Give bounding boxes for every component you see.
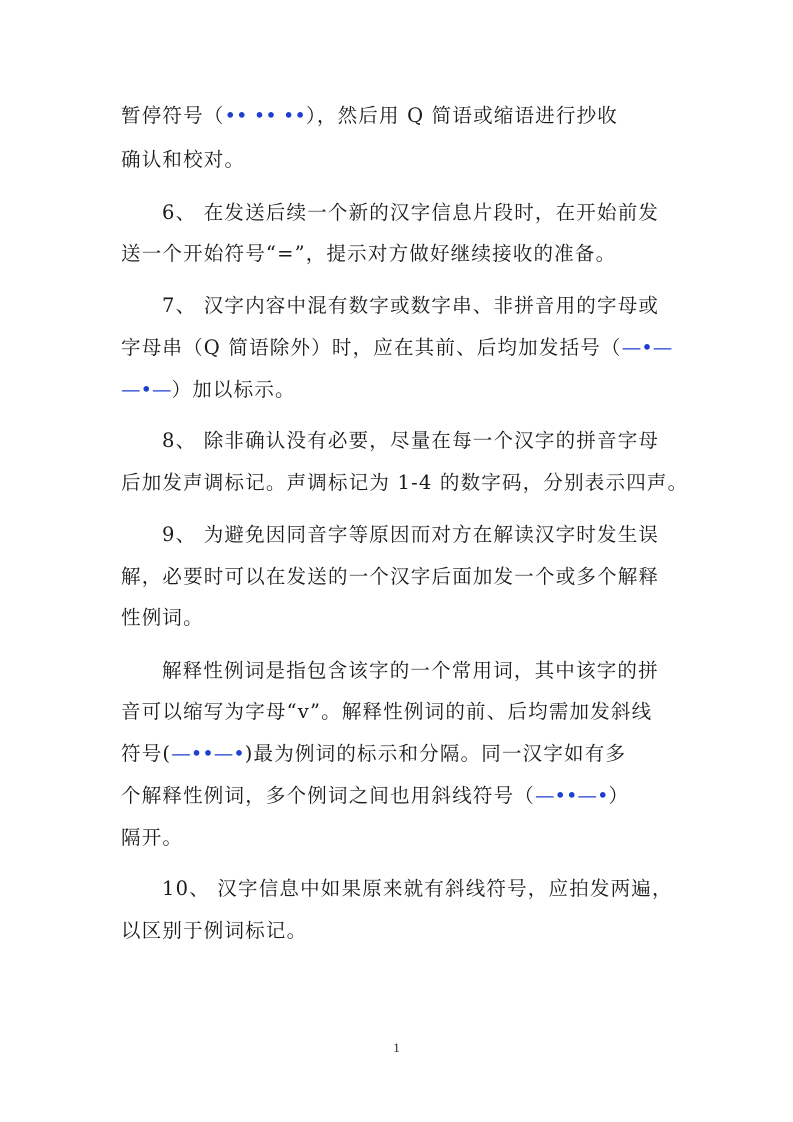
text-line: 10、 汉字信息中如果原来就有斜线符号，应拍发两遍， bbox=[162, 877, 673, 900]
text-line: 6、 在发送后续一个新的汉字信息片段时，在开始前发 bbox=[162, 201, 660, 224]
text-line: 确认和校对。 bbox=[121, 148, 246, 171]
text-line: 以区别于例词标记。 bbox=[121, 919, 308, 942]
text-line: 字母串（Q 简语除外）时，应在其前、后均加发括号（—•— bbox=[121, 336, 673, 359]
text-line: 个解释性例词，多个例词之间也用斜线符号（—••—•） bbox=[121, 784, 630, 807]
text-line: 音可以缩写为字母“v”。解释性例词的前、后均需加发斜线 bbox=[121, 700, 653, 723]
text-line: 性例词。 bbox=[121, 606, 204, 629]
text-line: 解释性例词是指包含该字的一个常用词，其中该字的拼 bbox=[162, 659, 659, 682]
text-line: 送一个开始符号“=”，提示对方做好继续接收的准备。 bbox=[121, 242, 617, 265]
morse-bracket-symbol: —•— bbox=[121, 378, 172, 401]
text-line: 9、 为避免因同音字等原因而对方在解读汉字时发生误 bbox=[162, 523, 660, 546]
text-line: 暂停符号（•• •• ••），然后用 Q 简语或缩语进行抄收 bbox=[121, 104, 618, 127]
text-line: —•—）加以标示。 bbox=[121, 378, 296, 401]
text-line: 隔开。 bbox=[121, 826, 184, 849]
page-number: 1 bbox=[393, 1040, 400, 1055]
morse-bracket-symbol: —•— bbox=[621, 336, 673, 359]
text-line: 7、 汉字内容中混有数字或数字串、非拼音用的字母或 bbox=[162, 294, 660, 317]
morse-slash-symbol: —••—• bbox=[171, 742, 245, 765]
text-line: 解，必要时可以在发送的一个汉字后面加发一个或多个解释 bbox=[121, 565, 660, 588]
text-line: 后加发声调标记。声调标记为 1-4 的数字码，分别表示四声。 bbox=[121, 471, 689, 494]
text-line: 8、 除非确认没有必要，尽量在每一个汉字的拼音字母 bbox=[162, 429, 660, 452]
text-line: 符号(—••—•)最为例词的标示和分隔。同一汉字如有多 bbox=[121, 742, 627, 765]
morse-pause-symbol: •• •• •• bbox=[224, 104, 306, 127]
morse-slash-symbol: —••—• bbox=[535, 784, 609, 807]
